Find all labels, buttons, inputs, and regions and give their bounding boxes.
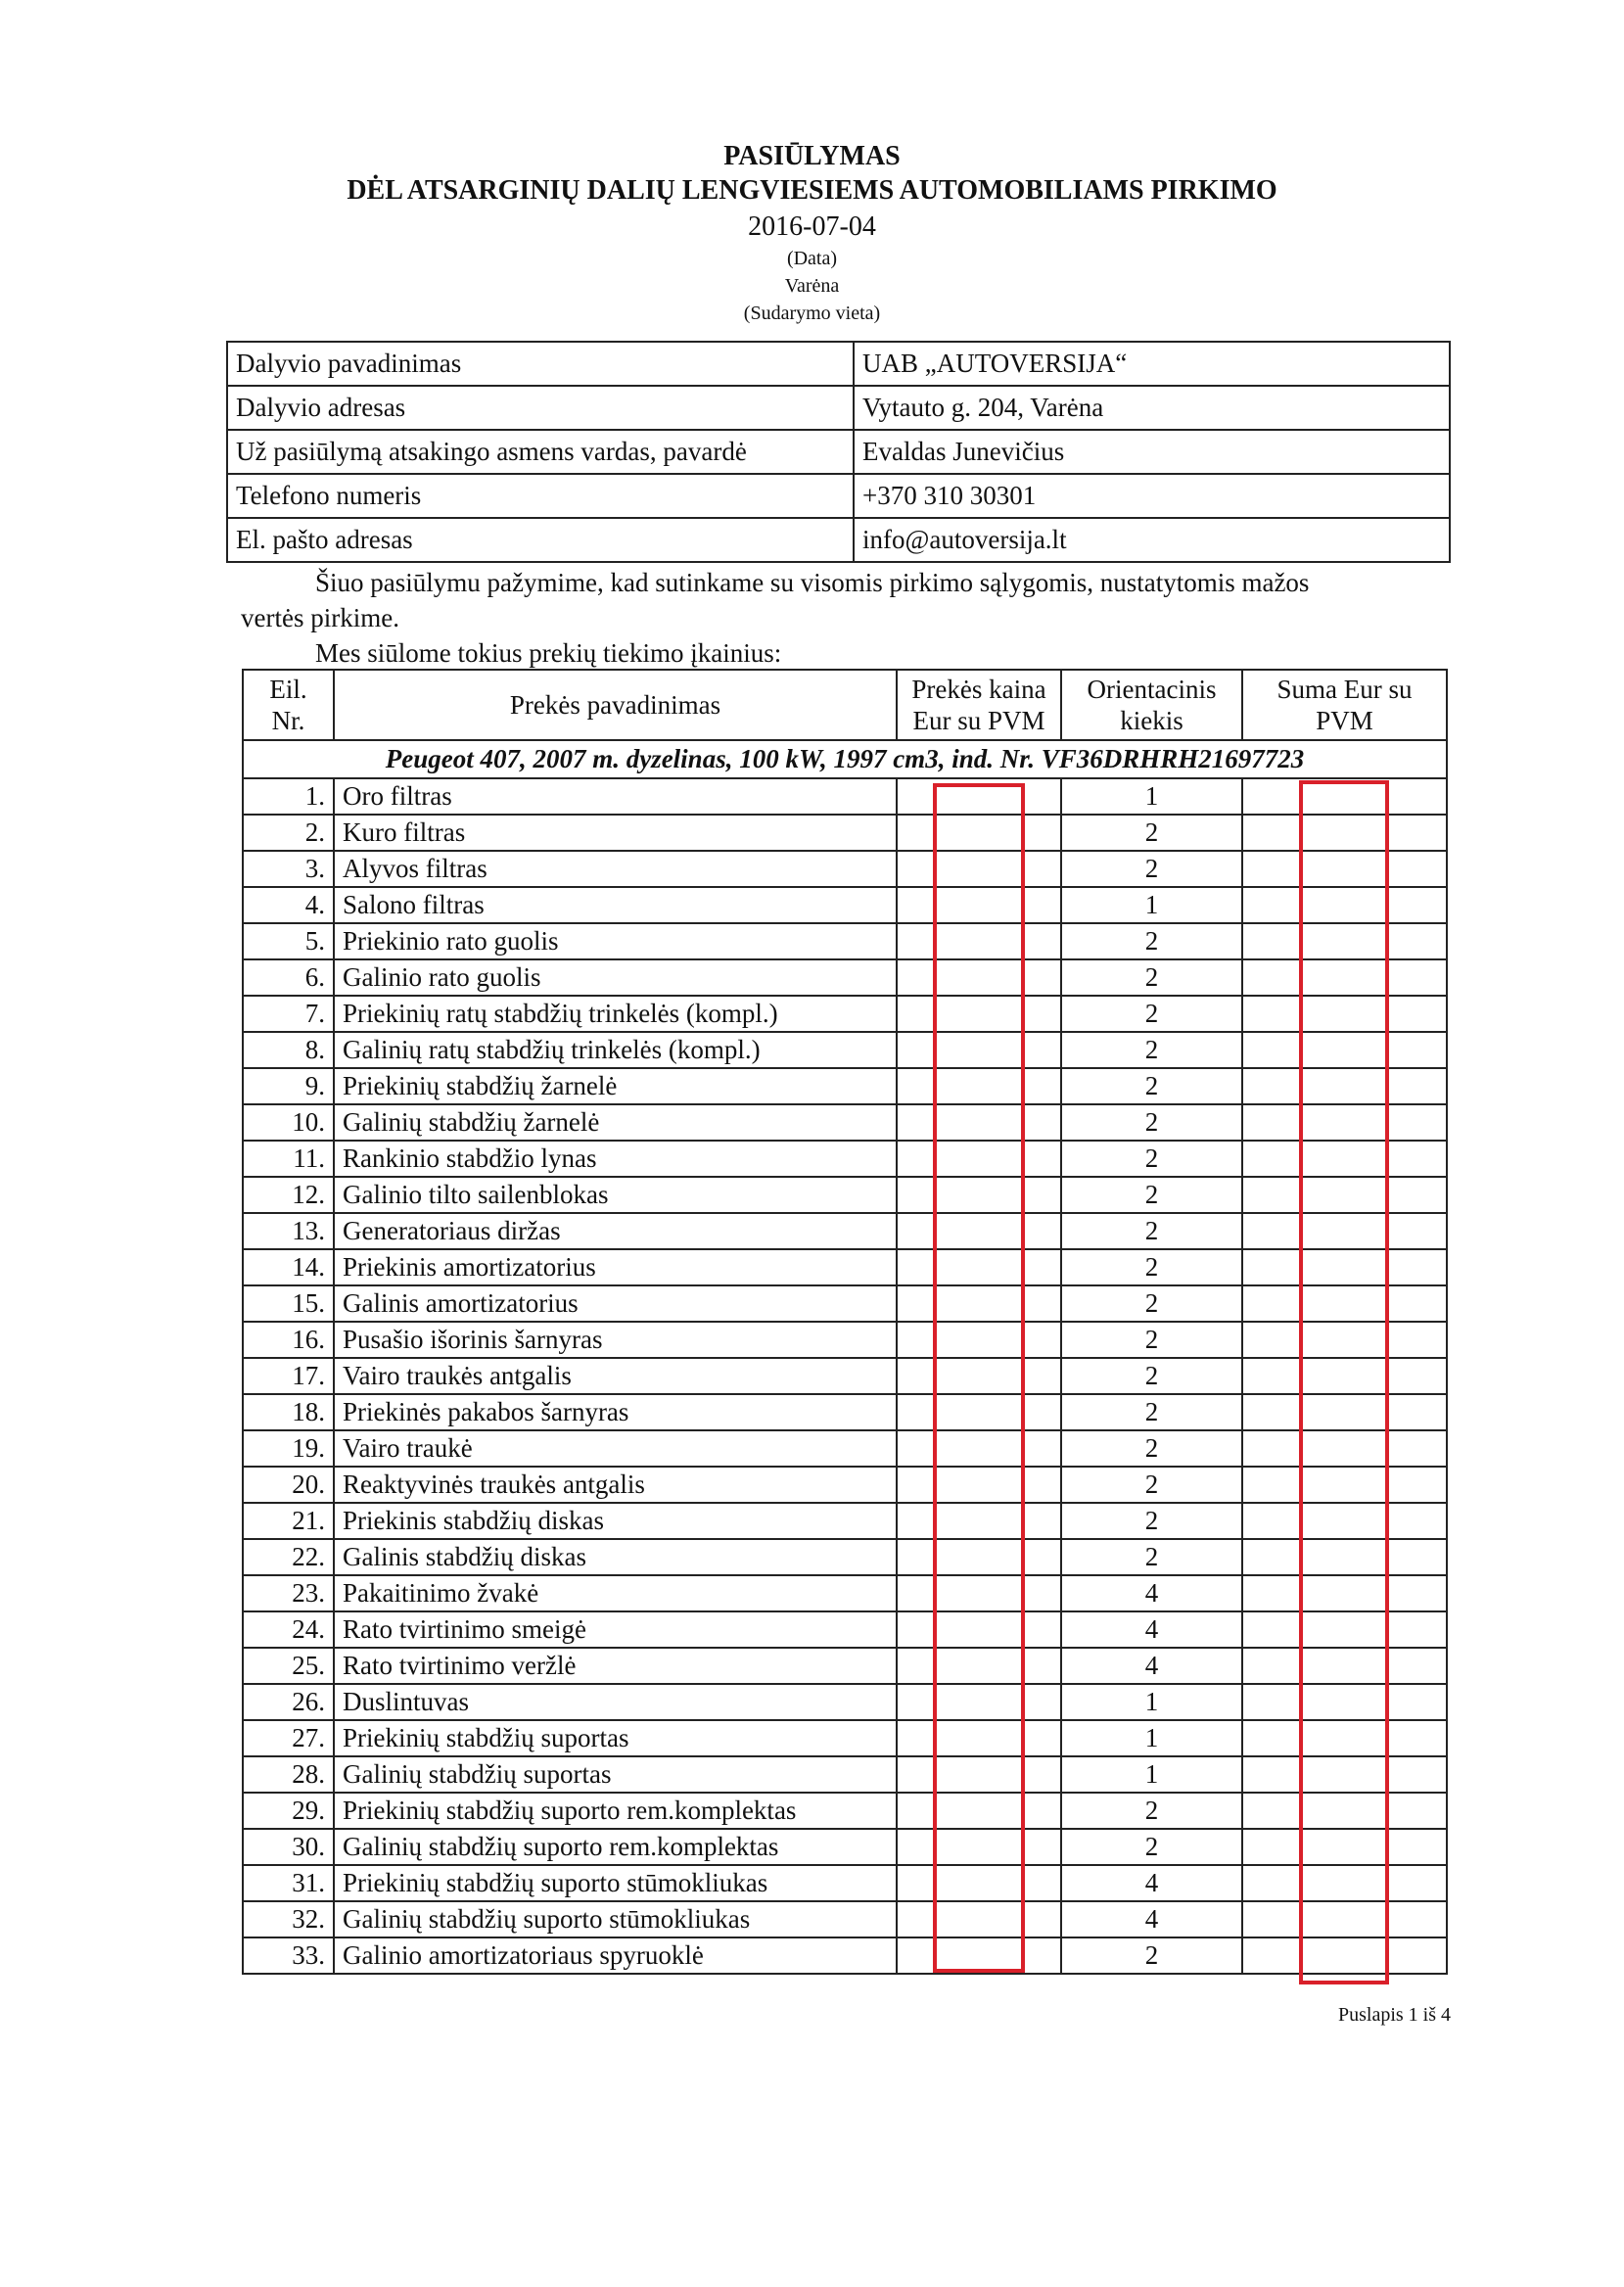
info-row: [227, 430, 1450, 474]
sum-redaction-box: [1299, 780, 1389, 1984]
item-quantity: 2: [1061, 851, 1242, 887]
row-number: 5.: [243, 923, 334, 959]
table-row: [243, 887, 1447, 923]
row-number: 30.: [243, 1829, 334, 1865]
item-quantity: 2: [1061, 1467, 1242, 1503]
pricing-intro: Mes siūlome tokius prekių tiekimo įkainius:: [315, 638, 782, 668]
item-name: Vairo traukės antgalis: [334, 1358, 897, 1394]
item-quantity: 2: [1061, 1285, 1242, 1322]
info-row: [227, 342, 1450, 386]
table-row: [243, 851, 1447, 887]
item-name: Galinio amortizatoriaus spyruoklė: [334, 1937, 897, 1974]
row-number: 15.: [243, 1285, 334, 1322]
row-number: 25.: [243, 1648, 334, 1684]
item-quantity: 2: [1061, 815, 1242, 851]
item-name: Rankinio stabdžio lynas: [334, 1141, 897, 1177]
agreement-text-line2: vertės pirkime.: [241, 603, 399, 632]
table-row: [243, 1865, 1447, 1901]
item-quantity: 2: [1061, 1793, 1242, 1829]
document-title: PASIŪLYMAS: [723, 141, 901, 171]
item-quantity: 4: [1061, 1901, 1242, 1937]
participant-info-table: [226, 341, 1451, 563]
item-name: Priekinių stabdžių suportas: [334, 1720, 897, 1756]
item-name: Rato tvirtinimo smeigė: [334, 1611, 897, 1648]
row-number: 6.: [243, 959, 334, 996]
item-name: Alyvos filtras: [334, 851, 897, 887]
item-name: Oro filtras: [334, 778, 897, 815]
row-number: 13.: [243, 1213, 334, 1249]
table-row: [243, 1575, 1447, 1611]
item-name: Galinių stabdžių suporto stūmokliukas: [334, 1901, 897, 1937]
table-row: [243, 1684, 1447, 1720]
item-name: Vairo traukė: [334, 1430, 897, 1467]
item-name: Galinio tilto sailenblokas: [334, 1177, 897, 1213]
item-quantity: 2: [1061, 1539, 1242, 1575]
table-row: [243, 1213, 1447, 1249]
item-name: Priekinių stabdžių žarnelė: [334, 1068, 897, 1104]
item-name: Generatoriaus diržas: [334, 1213, 897, 1249]
date-caption: (Data): [786, 248, 838, 269]
table-row: [243, 1394, 1447, 1430]
header-sum: Suma Eur su PVM: [1242, 670, 1447, 740]
info-value: +370 310 30301: [854, 474, 1450, 518]
table-row: [243, 1937, 1447, 1974]
row-number: 27.: [243, 1720, 334, 1756]
row-number: 17.: [243, 1358, 334, 1394]
row-number: 28.: [243, 1756, 334, 1793]
item-quantity: 2: [1061, 1068, 1242, 1104]
row-number: 22.: [243, 1539, 334, 1575]
row-number: 8.: [243, 1032, 334, 1068]
item-quantity: 2: [1061, 1430, 1242, 1467]
item-name: Reaktyvinės traukės antgalis: [334, 1467, 897, 1503]
row-number: 16.: [243, 1322, 334, 1358]
item-name: Pusašio išorinis šarnyras: [334, 1322, 897, 1358]
table-row: [243, 1032, 1447, 1068]
item-name: Priekinių stabdžių suporto rem.komplektas: [334, 1793, 897, 1829]
vehicle-description: Peugeot 407, 2007 m. dyzelinas, 100 kW, 1997 cm3, ind. Nr. VF36DRHRH21697723: [243, 740, 1447, 778]
info-value: info@autoversija.lt: [854, 518, 1450, 562]
price-redaction-box: [933, 783, 1025, 1973]
table-row: [243, 1611, 1447, 1648]
row-number: 32.: [243, 1901, 334, 1937]
table-row: [243, 1322, 1447, 1358]
item-name: Priekinių ratų stabdžių trinkelės (kompl.): [334, 996, 897, 1032]
item-name: Galinių ratų stabdžių trinkelės (kompl.): [334, 1032, 897, 1068]
table-row: [243, 1901, 1447, 1937]
item-quantity: 2: [1061, 923, 1242, 959]
item-name: Priekinio rato guolis: [334, 923, 897, 959]
item-name: Galinio rato guolis: [334, 959, 897, 996]
item-quantity: 2: [1061, 1032, 1242, 1068]
item-name: Galinių stabdžių žarnelė: [334, 1104, 897, 1141]
item-name: Galinis stabdžių diskas: [334, 1539, 897, 1575]
row-number: 23.: [243, 1575, 334, 1611]
row-number: 19.: [243, 1430, 334, 1467]
item-quantity: 1: [1061, 1720, 1242, 1756]
header-name: Prekės pavadinimas: [334, 670, 897, 740]
table-row: [243, 1068, 1447, 1104]
item-quantity: 4: [1061, 1648, 1242, 1684]
item-quantity: 2: [1061, 1829, 1242, 1865]
row-number: 11.: [243, 1141, 334, 1177]
table-row: [243, 1539, 1447, 1575]
row-number: 18.: [243, 1394, 334, 1430]
table-row: [243, 923, 1447, 959]
parts-price-table: [242, 669, 1448, 1975]
info-label: Dalyvio pavadinimas: [227, 342, 854, 386]
row-number: 26.: [243, 1684, 334, 1720]
item-name: Galinių stabdžių suportas: [334, 1756, 897, 1793]
table-row: [243, 959, 1447, 996]
info-label: Už pasiūlymą atsakingo asmens vardas, pavardė: [227, 430, 854, 474]
table-row: [243, 1756, 1447, 1793]
info-label: Dalyvio adresas: [227, 386, 854, 430]
row-number: 3.: [243, 851, 334, 887]
info-value: Vytauto g. 204, Varėna: [854, 386, 1450, 430]
item-quantity: 2: [1061, 959, 1242, 996]
header-nr: Eil. Nr.: [243, 670, 334, 740]
row-number: 12.: [243, 1177, 334, 1213]
document-place: Varėna: [784, 275, 840, 297]
item-quantity: 4: [1061, 1865, 1242, 1901]
table-row: [243, 1358, 1447, 1394]
item-name: Salono filtras: [334, 887, 897, 923]
item-name: Kuro filtras: [334, 815, 897, 851]
table-row: [243, 1503, 1447, 1539]
row-number: 29.: [243, 1793, 334, 1829]
item-name: Priekinės pakabos šarnyras: [334, 1394, 897, 1430]
item-quantity: 2: [1061, 1394, 1242, 1430]
table-row: [243, 815, 1447, 851]
item-quantity: 2: [1061, 1104, 1242, 1141]
page-number: Puslapis 1 iš 4: [1338, 2004, 1452, 2026]
info-value: Evaldas Junevičius: [854, 430, 1450, 474]
table-row: [243, 1104, 1447, 1141]
item-quantity: 4: [1061, 1575, 1242, 1611]
item-quantity: 2: [1061, 1358, 1242, 1394]
item-quantity: 1: [1061, 1756, 1242, 1793]
info-label: Telefono numeris: [227, 474, 854, 518]
item-quantity: 2: [1061, 1141, 1242, 1177]
table-row: [243, 1720, 1447, 1756]
table-row: [243, 1430, 1447, 1467]
item-name: Priekinis stabdžių diskas: [334, 1503, 897, 1539]
item-quantity: 1: [1061, 1684, 1242, 1720]
row-number: 14.: [243, 1249, 334, 1285]
row-number: 7.: [243, 996, 334, 1032]
info-label: El. pašto adresas: [227, 518, 854, 562]
item-quantity: 2: [1061, 1322, 1242, 1358]
table-row: [243, 1829, 1447, 1865]
table-row: [243, 1285, 1447, 1322]
table-row: [243, 1648, 1447, 1684]
item-quantity: 2: [1061, 1503, 1242, 1539]
place-caption: (Sudarymo vieta): [743, 303, 881, 324]
item-quantity: 4: [1061, 1611, 1242, 1648]
row-number: 2.: [243, 815, 334, 851]
row-number: 31.: [243, 1865, 334, 1901]
table-row: [243, 778, 1447, 815]
item-name: Rato tvirtinimo veržlė: [334, 1648, 897, 1684]
item-name: Galinis amortizatorius: [334, 1285, 897, 1322]
info-row: [227, 386, 1450, 430]
item-name: Galinių stabdžių suporto rem.komplektas: [334, 1829, 897, 1865]
table-row: [243, 1467, 1447, 1503]
item-quantity: 2: [1061, 1177, 1242, 1213]
table-row: [243, 1141, 1447, 1177]
table-row: [243, 1177, 1447, 1213]
row-number: 1.: [243, 778, 334, 815]
item-quantity: 1: [1061, 778, 1242, 815]
item-name: Duslintuvas: [334, 1684, 897, 1720]
row-number: 24.: [243, 1611, 334, 1648]
item-quantity: 1: [1061, 887, 1242, 923]
item-name: Priekinis amortizatorius: [334, 1249, 897, 1285]
agreement-text-line1: Šiuo pasiūlymu pažymime, kad sutinkame su visomis pirkimo sąlygomis, nustatytomis mažos: [315, 568, 1310, 597]
row-number: 4.: [243, 887, 334, 923]
row-number: 33.: [243, 1937, 334, 1974]
item-quantity: 2: [1061, 996, 1242, 1032]
table-row: [243, 1793, 1447, 1829]
item-quantity: 2: [1061, 1937, 1242, 1974]
row-number: 20.: [243, 1467, 334, 1503]
info-value: UAB „AUTOVERSIJA“: [854, 342, 1450, 386]
info-row: [227, 518, 1450, 562]
table-row: [243, 996, 1447, 1032]
row-number: 9.: [243, 1068, 334, 1104]
item-quantity: 2: [1061, 1213, 1242, 1249]
row-number: 10.: [243, 1104, 334, 1141]
document-date: 2016-07-04: [748, 211, 876, 242]
item-quantity: 2: [1061, 1249, 1242, 1285]
item-name: Priekinių stabdžių suporto stūmokliukas: [334, 1865, 897, 1901]
item-name: Pakaitinimo žvakė: [334, 1575, 897, 1611]
header-price: Prekės kaina Eur su PVM: [897, 670, 1061, 740]
row-number: 21.: [243, 1503, 334, 1539]
info-row: [227, 474, 1450, 518]
table-row: [243, 1249, 1447, 1285]
header-quantity: Orientacinis kiekis: [1061, 670, 1242, 740]
document-subtitle: DĖL ATSARGINIŲ DALIŲ LENGVIESIEMS AUTOMOBILIAMS PIRKIMO: [347, 175, 1277, 206]
